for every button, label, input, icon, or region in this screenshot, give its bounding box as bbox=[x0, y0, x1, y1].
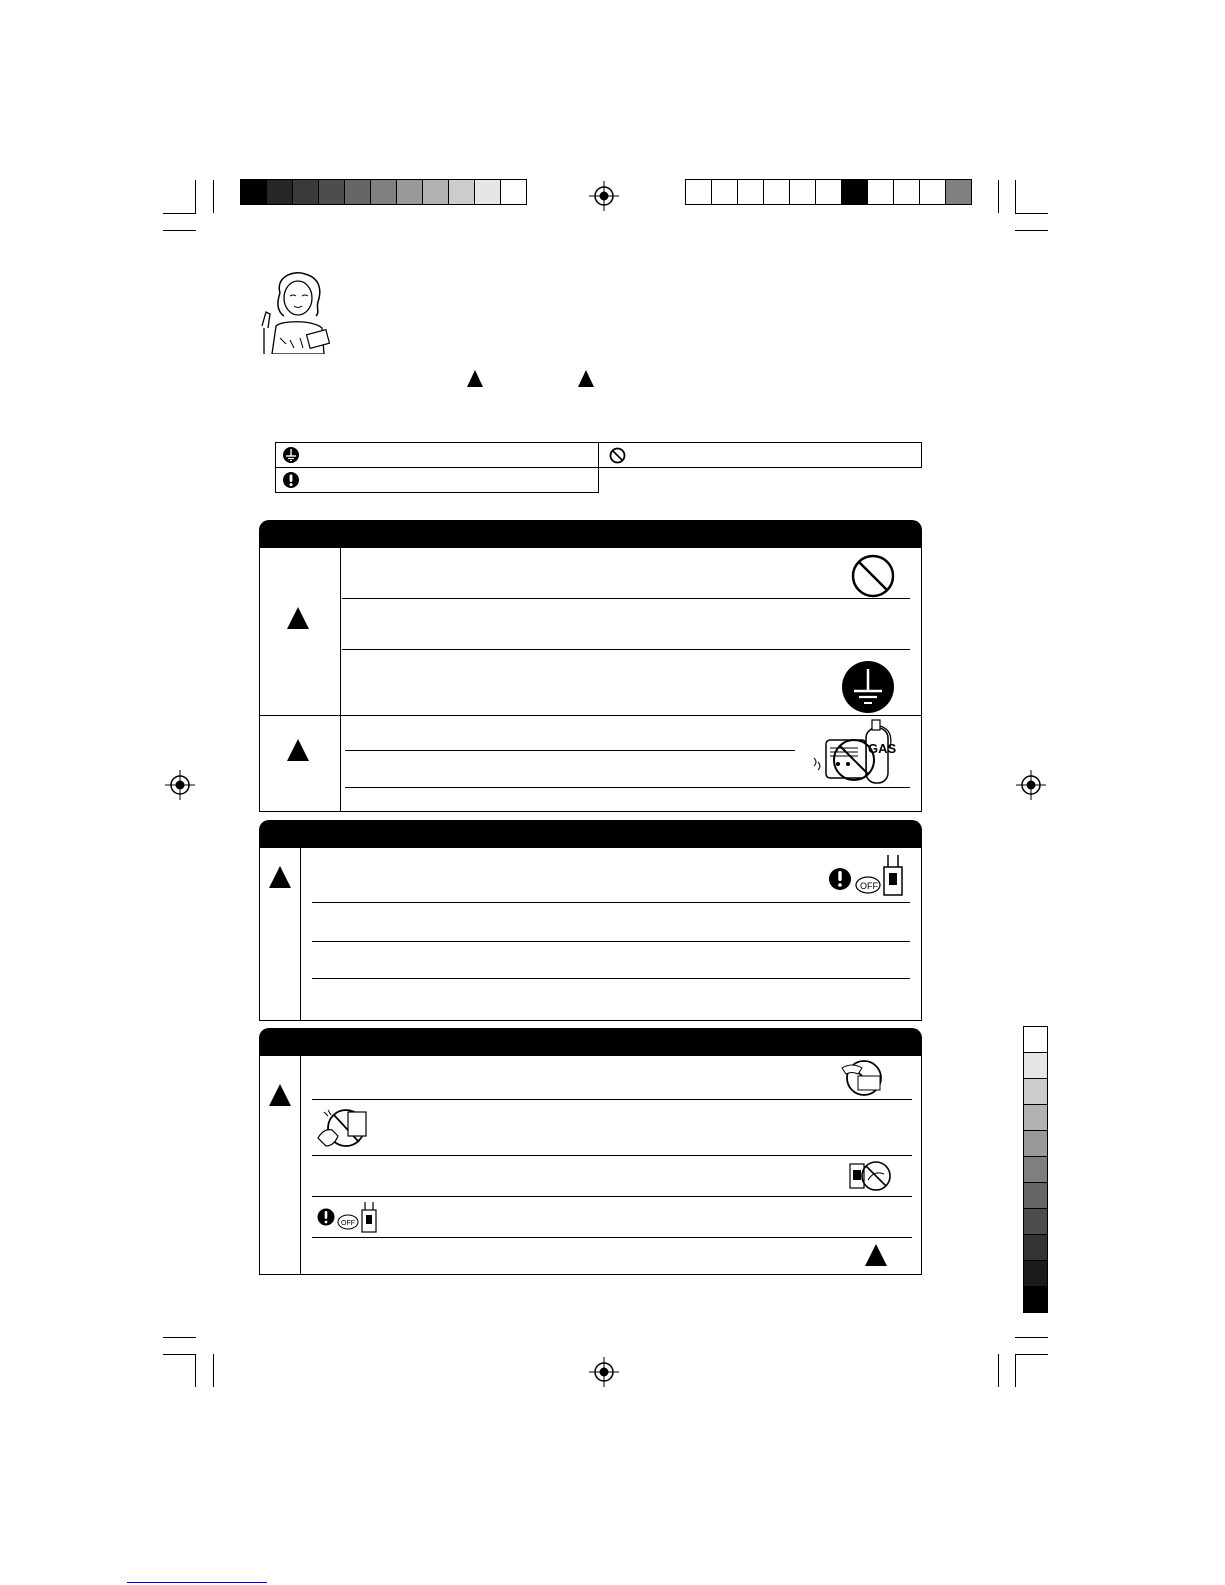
woman-illustration bbox=[250, 268, 342, 354]
footer-link-underline[interactable] bbox=[127, 1582, 267, 1583]
gray-swatch bbox=[240, 179, 267, 205]
prohibition-icon bbox=[609, 447, 626, 464]
warning-triangle-icon bbox=[578, 370, 594, 387]
registration-target-icon bbox=[589, 181, 619, 211]
gray-swatch bbox=[370, 179, 397, 205]
no-water-spray-icon bbox=[836, 1058, 892, 1098]
warning-triangle-icon bbox=[467, 370, 483, 387]
legend-cell-ground bbox=[275, 442, 599, 468]
registration-target-icon bbox=[165, 770, 195, 800]
gray-swatch bbox=[1023, 1026, 1048, 1053]
svg-text:GAS: GAS bbox=[868, 741, 897, 756]
gray-swatch bbox=[919, 179, 946, 205]
gas-cylinder-icon bbox=[808, 718, 903, 788]
section-header-bar bbox=[259, 520, 922, 548]
gray-swatch bbox=[945, 179, 972, 205]
gray-swatch bbox=[266, 179, 293, 205]
gray-swatch bbox=[474, 179, 501, 205]
gray-swatch bbox=[448, 179, 475, 205]
gray-swatch bbox=[685, 179, 712, 205]
registration-target-icon bbox=[1016, 770, 1046, 800]
gray-swatch bbox=[292, 179, 319, 205]
gray-swatch bbox=[500, 179, 527, 205]
gray-swatch bbox=[1023, 1104, 1048, 1131]
gray-swatch bbox=[763, 179, 790, 205]
no-touch-hands-icon bbox=[314, 1104, 372, 1150]
gray-swatch bbox=[815, 179, 842, 205]
svg-text:OFF: OFF bbox=[341, 1220, 355, 1227]
legend-cell-prohibit bbox=[598, 442, 922, 468]
gray-swatch bbox=[1023, 1052, 1048, 1079]
section-header-bar bbox=[259, 820, 922, 848]
ground-symbol-icon bbox=[282, 446, 300, 464]
section-body bbox=[259, 847, 922, 1021]
gray-swatch bbox=[893, 179, 920, 205]
gray-swatch bbox=[1023, 1208, 1048, 1235]
prohibition-icon bbox=[849, 552, 897, 600]
svg-text:OFF: OFF bbox=[860, 881, 878, 891]
legend-cell-mandatory bbox=[275, 467, 599, 493]
gray-swatch bbox=[1023, 1156, 1048, 1183]
warning-triangle-icon bbox=[287, 607, 309, 629]
exclamation-icon bbox=[282, 471, 300, 489]
circuit-breaker-icon bbox=[317, 1200, 381, 1234]
ground-symbol-icon bbox=[840, 659, 896, 715]
gray-swatch bbox=[1023, 1234, 1048, 1261]
gray-swatch bbox=[422, 179, 449, 205]
warning-triangle-icon bbox=[269, 1084, 291, 1106]
gray-swatch bbox=[396, 179, 423, 205]
registration-target-icon bbox=[589, 1357, 619, 1387]
warning-triangle-icon bbox=[865, 1244, 887, 1266]
gray-swatch bbox=[789, 179, 816, 205]
gray-swatch bbox=[1023, 1078, 1048, 1105]
gray-swatch bbox=[1023, 1286, 1048, 1313]
gray-swatch bbox=[344, 179, 371, 205]
gray-swatch bbox=[1023, 1260, 1048, 1287]
circuit-breaker-icon bbox=[828, 853, 908, 899]
gray-swatch bbox=[841, 179, 868, 205]
no-wet-hands-breaker-icon bbox=[846, 1158, 896, 1196]
warning-triangle-icon bbox=[269, 866, 291, 888]
warning-triangle-icon bbox=[287, 739, 309, 761]
gray-swatch bbox=[711, 179, 738, 205]
gray-swatch bbox=[1023, 1130, 1048, 1157]
gray-swatch bbox=[737, 179, 764, 205]
gray-swatch bbox=[1023, 1182, 1048, 1209]
gray-swatch bbox=[318, 179, 345, 205]
section-header-bar bbox=[259, 1028, 922, 1056]
section-body bbox=[259, 1055, 922, 1275]
gray-swatch bbox=[867, 179, 894, 205]
